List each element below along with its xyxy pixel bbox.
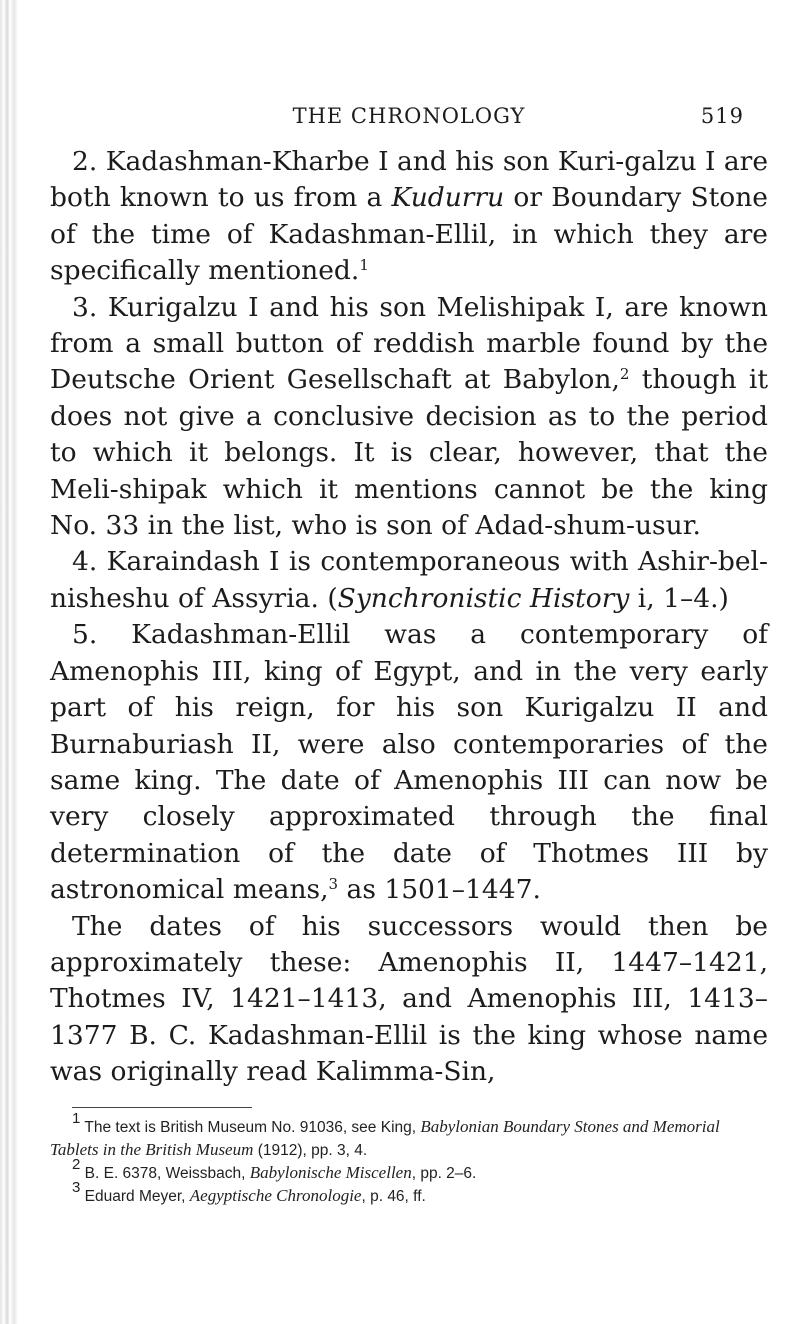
footnote-1: $^1$ The text is British Museum No. 91036, see King, Babylonian Boundary Stones and Memorial Tablets in the British Museum (1912), pp. 3, 4. [50,1110,720,1160]
page-number: 519 [700,104,744,128]
paragraph-4: 4. Karaindash I is contemporaneous with Ashir-bel-nisheshu of Assyria. (Synchronistic History i, 1–4.) [50,546,768,614]
footnote-2: $^2$ B. E. 6378, Weissbach, Babylonische Miscellen, pp. 2–6. [72,1156,477,1183]
footnote-divider [72,1107,252,1109]
running-header [50,104,768,130]
footnote-3: $^3$ Eduard Meyer, Aegyptische Chronologie, p. 46, ff. [72,1179,426,1206]
paragraph-6: The dates of his successors would then be approximately these: Amenophis II, 1447–1421, Thotmes IV, 1421–1413, and Amenophis III, 1413–1377 B. C. Kadashman-Ellil is the king whose name was originally read Kalimma-Sin, [50,910,768,1088]
footnote-ref-3: 3 [328,875,339,894]
paragraph-2: 2. Kadashman-Kharbe I and his son Kuri-galzu I are both known to us from a Kudurru or Boundary Stone of the time of Kadashman-Ellil, in which they are specifically mentioned.$^1$ [50,146,768,287]
footnotes [50,1110,768,1208]
body-text [50,144,768,1091]
footnote-ref-2: 2 [619,365,630,384]
footnote-ref-1: 1 [359,256,369,275]
running-title: THE CHRONOLOGY [292,104,526,128]
paragraph-5: 5. Kadashman-Ellil was a contemporary of Amenophis III, king of Egypt, and in the very early part of his reign, for his son Kurigalzu II and Burnaburiash II, were also contemporaries of the same king. The date of Amenophis III can now be very closely approximated through the final determination of the date of Thotmes III by astronomical means,$^3$ as 1501–1447. [50,619,768,906]
paragraph-3: 3. Kurigalzu I and his son Melishipak I, are known from a small button of reddish marble found by the Deutsche Orient Gesellschaft at Babylon,$^2$ though it does not give a conclusive decision as to the period to which it belongs. It is clear, however, that the Meli-shipak which it mentions cannot be the king No. 33 in the list, who is son of Adad-shum-usur. [50,291,768,542]
